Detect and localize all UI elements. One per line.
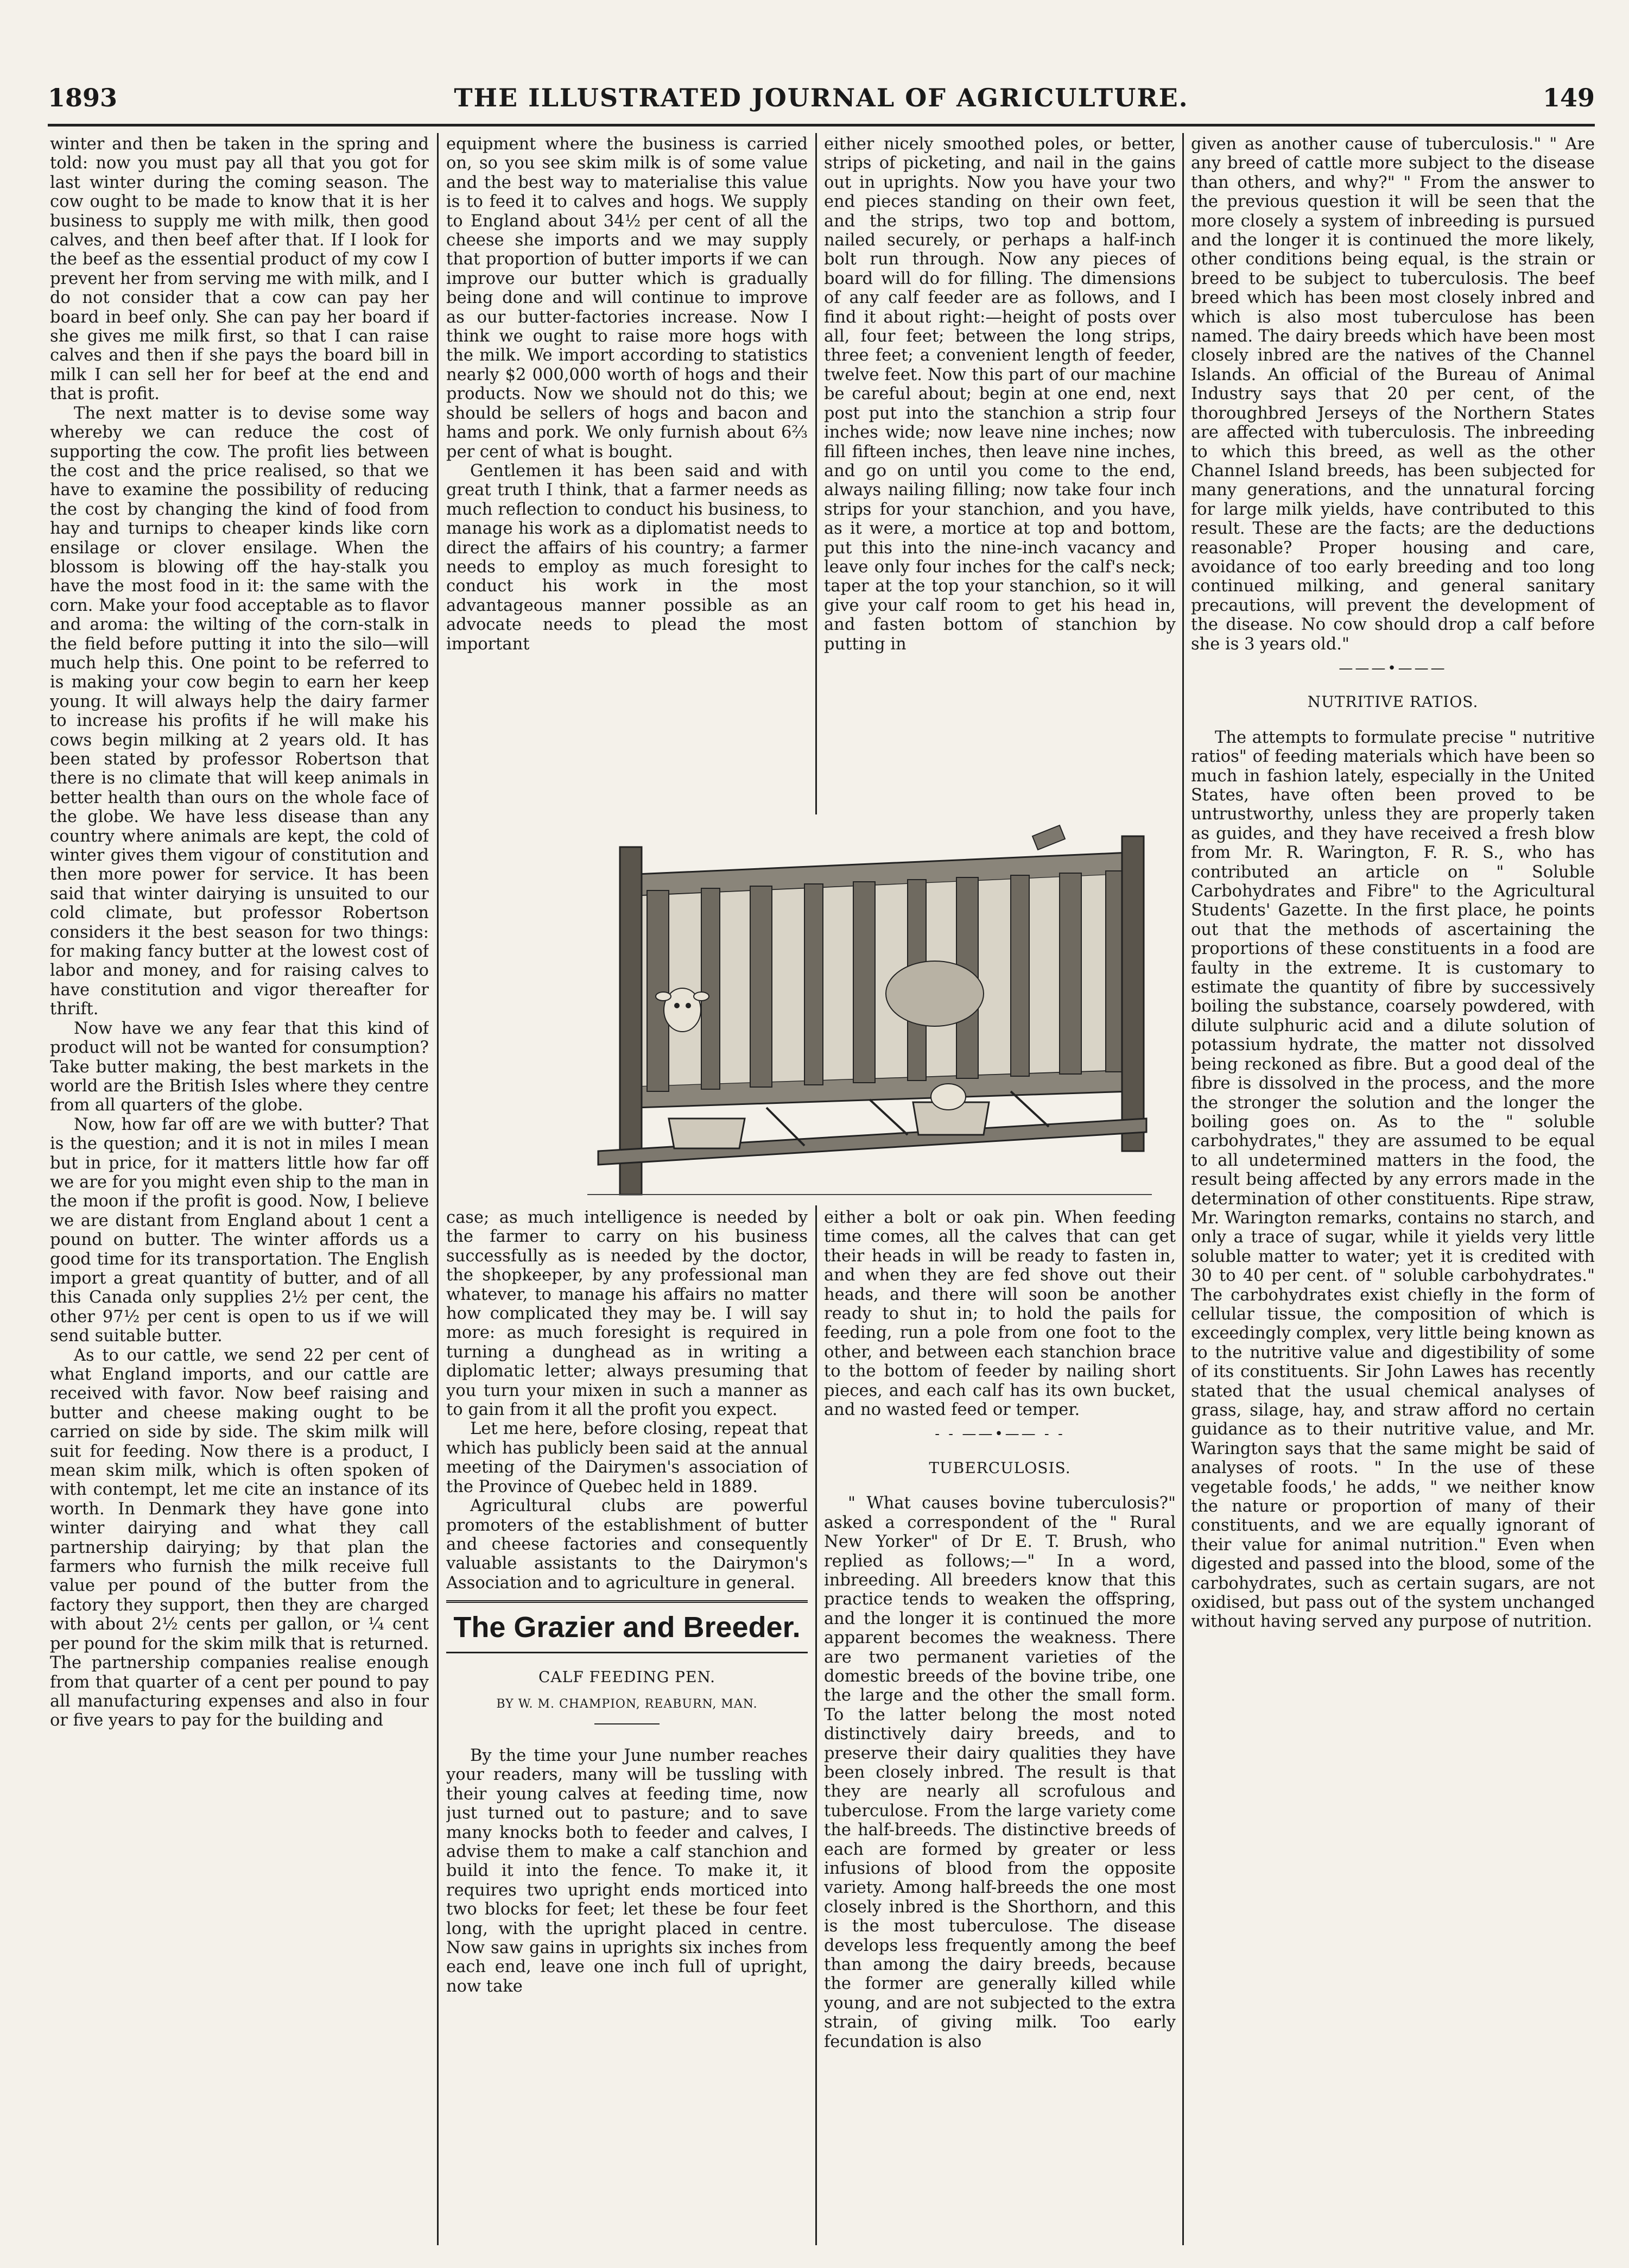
column-1 — [50, 135, 429, 2244]
article-byline: BY W. M. CHAMPION, REABURN, MAN. — [496, 1697, 758, 1711]
nutritive-ratios-title: NUTRITIVE RATIOS. — [1307, 693, 1479, 711]
col1-paragraph: Now, how far off are we with butter? That is the question; and it is not in miles I mean but in price, for it matters little how far off we are for you might even ship to the man in the moon if the profit is good. Now, I believe we are distant from England about 1 cent a pound on butter. The winter affords us a good time for its transportation. The English import a great quantity of butter, and of all this Canada only supplies 2½ per cent, the other 97½ per cent is open to us if we will send suitable butter. — [50, 1115, 429, 1346]
col4-paragraph: given as another cause of tuberculosis." " Are any breed of cattle more subject to the disease than others, and why?" " From the answer to the previous question it will be seen that the more closely a system of inbreeding is pursued and the longer it is continued the more likely, other conditions being equal, is the strain or breed to be subject to tuberculosis. The beef breed which has been most closely inbred and which is also most tuberculose has been named. The dairy breeds which have been most closely inbred are the natives of the Channel Islands. An official of the Bureau of Animal Industry says that 20 per cent, of the thoroughbred Jerseys of the Northern States are affected with tuberculosis. The inbreeding to which this breed, as well as the other Channel Island breeds, has been subjected for many generations, and the unnatural forcing for large milk yields, have contributed to this result. These are the facts; are the deductions reasonable? Proper housing and care, avoidance of too early breeding and too long continued milking, and general sanitary precautions, will prevent the development of the disease. No cow should drop a calf before she is 3 years old." — [1191, 135, 1595, 654]
col3-paragraph: " What causes bovine tuberculosis?" asked a correspondent of the " Rural New Yorker" of Dr E. T. Brush, who replied as follows;—" In a word, inbreeding. All breeders know that this practice tends to weaken the offspring, and the longer it is continued the more apparent becomes the weakness. There are two permanent varieties of the domestic breeds of the bovine tribe, one the large and the other the small form. To the latter belong the most noted distinctively dairy breeds, and to preserve their dairy qualities they have been closely inbred. The result is that they are nearly all scrofulous and tuberculose. From the large variety come the half-breeds. The distinctive breeds of each are formed by greater or less infusions of blood from the opposite variety. Among half-breeds the one most closely inbred is the Shorthorn, and this is the most tuberculose. The disease develops less frequently among the beef than among the dairy breeds, because the former are generally killed while young, and are not subjected to the extra strain, of giving milk. Too early fecundation is also — [824, 1494, 1176, 2051]
byline-rule — [594, 1723, 660, 1724]
col1-paragraph: winter and then be taken in the spring and told: now you must pay all that you got for last winter during the coming season. The cow ought to be made to know that it is her business to supply me with milk, then good calves, and then beef after that. If I look for the beef as the essential product of my cow I prevent her from serving me with milk, and I do not consider that a cow can pay her board in beef only. She can pay her board if she gives me milk first, so that I can raise calves and then if she pays the board bill in milk I can sell her for beef at the end and that is profit. — [50, 135, 429, 404]
col1-paragraph: The next matter is to devise some way whereby we can reduce the cost of supporting the cow. The profit lies between the cost and the price realised, so that we have to examine the possibility of reducing the cost by changing the kind of food from hay and turnips to cheaper kinds like corn ensilage or clover ensilage. When the blossom is blowing off the hay-stalk you have the most food in it: the same with the corn. Make your food acceptable as to flavor and aroma: the wilting of the corn-stalk in the field before putting it into the silo—will much help this. One point to be referred to is making your cow begin to earn her keep young. It will always help the dairy farmer to increase his profits if he will make his cows begin milking at 2 years old. It has been stated by professor Robertson that there is no climate that will keep animals in better health than ours on the whole face of the globe. We have less disease than any country where animals are kept, the cold of winter gives them vigour of constitution and then more power for service. It has been said that winter dairying is unsuited to our cold climate, but professor Robertson considers it the best season for two things: for making fancy butter at the lowest cost of labor and money, and for raising calves to have constitution and vigor thereafter for thrift. — [50, 403, 429, 1019]
column-4 — [1191, 135, 1595, 2244]
section-ornament: ———•——— — [1339, 660, 1447, 677]
section-ornament: - - ——•—— - - — [935, 1426, 1065, 1443]
journal-title: THE ILLUSTRATED JOURNAL OF AGRICULTURE. — [454, 83, 1189, 112]
column-rule-1 — [437, 133, 439, 2245]
calf-stanchion-engraving-icon — [587, 814, 1152, 1205]
col3-paragraph: either a bolt or oak pin. When feeding time comes, all the calves that can get their heads in will be ready to fasten in, and when they are fed shove out their heads, and there will soon be another ready to shut in; to hold the pails for feeding, run a pole from one foot to the other, and between each stanchion brace to the bottom of feeder by nailing short pieces, and each calf has its own bucket, and no wasted feed or temper. — [824, 1208, 1176, 1420]
col2-paragraph: Gentlemen it has been said and with great truth I think, that a farmer needs as much reflection to conduct his business, to manage his work as a diplomatist needs to direct the affairs of his country; a farmer needs to employ as much foresight to conduct his work in the most advantageous manner possible as an advocate needs to plead the most important — [446, 461, 808, 654]
column-3-top — [824, 135, 1176, 813]
header-rule — [48, 124, 1595, 127]
column-rule-2 — [815, 133, 817, 817]
col4-paragraph: The attempts to formulate precise " nutritive ratios" of feeding materials which have been so much in fashion lately, especially in the United States, have often been proved to be untrustworthy, unless they are properly taken as guides, and they have received a fresh blow from Mr. R. Warington, F. R. S., who has contributed an article on " Soluble Carbohydrates and Fibre" to the Agricultural Students' Gazette. In the first place, he points out that the methods of ascertaining the proportions of these constituents in a food are faulty in the extreme. It is customary to estimate the quantity of fibre by successively boiling the substance, coarsely powdered, with dilute sulphuric acid and a dilute solution of potassium hydrate, the matter not dissolved being reckoned as fibre. But a good deal of the fibre is dissolved in the process, and the more the stronger the solution and the longer the boiling goes on. As to the " soluble carbohydrates," they are assumed to be equal to all undetermined matters in the food, the result being affected by any errors made in the determination of other constituents. Ripe straw, Mr. Warington remarks, contains no starch, and only a trace of sugar, while it yields very little soluble matter to water; yet it is credited with 30 to 40 per cent. of " soluble carbohydrates." The carbohydrates exist chiefly in the form of cellular tissue, the composition of which is exceedingly complex, very little being known as to the nutritive value and digestibility of some of its constituents. Sir John Lawes has recently stated that the usual chemical analyses of grass, silage, hay, and straw afford no certain guidance as to their nutritive value, and Mr. Warington says that the same might be said of analyses of roots. " In the use of these vegetable foods,' he adds, " we neither know the nature or proportion of many of their constituents, and we are equally ignorant of their value for animal nutrition." Even when digested and passed into the blood, some of the carbohydrates, such as certain sugars, are not oxidised, but pass out of the system unchanged without having served any purpose of nutrition. — [1191, 728, 1595, 1632]
column-rule-3 — [1182, 133, 1184, 2245]
col2-paragraph: Let me here, before closing, repeat that which has publicly been said at the annual meeting of the Dairymen's association of the Province of Quebec held in 1889. — [446, 1419, 808, 1496]
col3-paragraph: either nicely smoothed poles, or better, strips of picketing, and nail in the gains out in uprights. Now you have your two end pieces standing on their own feet, and the strips, two top and bottom, nailed securely, or perhaps a half-inch bolt run through. Now any pieces of board will do for filling. The dimensions of any calf feeder are as follows, and I find it about right:—height of posts over all, four feet; between the long strips, three feet; a convenient length of feeder, twelve feet. Now this part of our machine be careful about; begin at one end, next post put into the stanchion a strip four inches wide; now leave nine inches; now fill fifteen inches, then leave nine inches, and go on until you come to the end, always nailing filling; now take four inch strips for your stanchion, and you have, as it were, a mortice at top and bottom, put this into the nine-inch vacancy and leave only four inches for the calf's neck; taper at the top your stanchion, so it will give your calf room to get his head in, and fasten bottom of stanchion by putting in — [824, 135, 1176, 654]
column-3-bottom — [824, 1208, 1176, 2244]
calf-stanchion-illustration — [587, 814, 1152, 1205]
column-rule-2b — [815, 1200, 817, 2245]
col1-paragraph: Now have we any fear that this kind of product will not be wanted for consumption? Take butter making, the best markets in the world are the British Isles where they centre from all quarters of the globe. — [50, 1019, 429, 1115]
col2-paragraph: case; as much intelligence is needed by the farmer to carry on his business successfully as is needed by the doctor, the shopkeeper, by any professional man whatever, to manage his affairs no matter how complicated they may be. I will say more: as much foresight is required in turning a dunghead as in writing a diplomatic letter; always presuming that you turn your mixen in such a manner as to gain from it all the profit you expect. — [446, 1208, 808, 1420]
col1-paragraph: As to our cattle, we send 22 per cent of what England imports, and our cattle are received with favor. Now beef raising and butter and cheese making ought to be carried on side by side. The skim milk will suit for feeding. Now there is a product, I mean skim milk, which is often spoken of with contempt, let me cite an instance of its worth. In Denmark they have gone into winter dairying and what they call partnership dairying; by that plan the farmers who furnish the milk receive full value per pound of the butter from the factory they support, then they are charged with about 2½ cents per gallon, or ¼ cent per pound for the skim milk that is returned. The partnership companies realise enough from that quarter of a cent per pound to pay all manufacturing expenses and also in four or five years to pay for the building and — [50, 1345, 429, 1730]
page-number: 149 — [1542, 83, 1595, 112]
calf-feeding-pen-title: CALF FEEDING PEN. — [538, 1668, 716, 1686]
col2-paragraph: By the time your June number reaches your readers, many will be tussling with their young calves at feeding time, now just turned out to pasture; and to save many knocks both to feeder and calves, I advise them to make a calf stanchion and build it into the fence. To make it, it requires two upright ends morticed into two blocks for feet; let these be four feet long, with the upright placed in centre. Now saw gains in uprights six inches from each end, leave one inch full of upright, now take — [446, 1746, 808, 1996]
col2-paragraph: Agricultural clubs are powerful promoters of the establishment of butter and cheese factories and consequently valuable assistants to the Dairymon's Association and to agriculture in general. — [446, 1496, 808, 1593]
col2-paragraph: equipment where the business is carried on, so you see skim milk is of some value and the best way to materialise this value is to feed it to calves and hogs. We supply to England about 34½ per cent of all the cheese she imports and we may supply that proportion of butter imports if we can improve our butter which is gradually being done and will continue to improve as our butter-factories increase. Now I think we ought to raise more hogs with the milk. We import according to statistics nearly $2 000,000 worth of hogs and their products. Now we should not do this; we should be sellers of hogs and bacon and hams and pork. We only furnish about 6⅔ per cent of what is bought. — [446, 135, 808, 462]
grazier-breeder-heading: The Grazier and Breeder. — [446, 1600, 808, 1653]
column-2-bottom — [446, 1208, 808, 2244]
header-year: 1893 — [48, 83, 118, 112]
page-header — [48, 81, 1595, 119]
tuberculosis-title: TUBERCULOSIS. — [929, 1458, 1071, 1477]
column-2-top — [446, 135, 808, 813]
